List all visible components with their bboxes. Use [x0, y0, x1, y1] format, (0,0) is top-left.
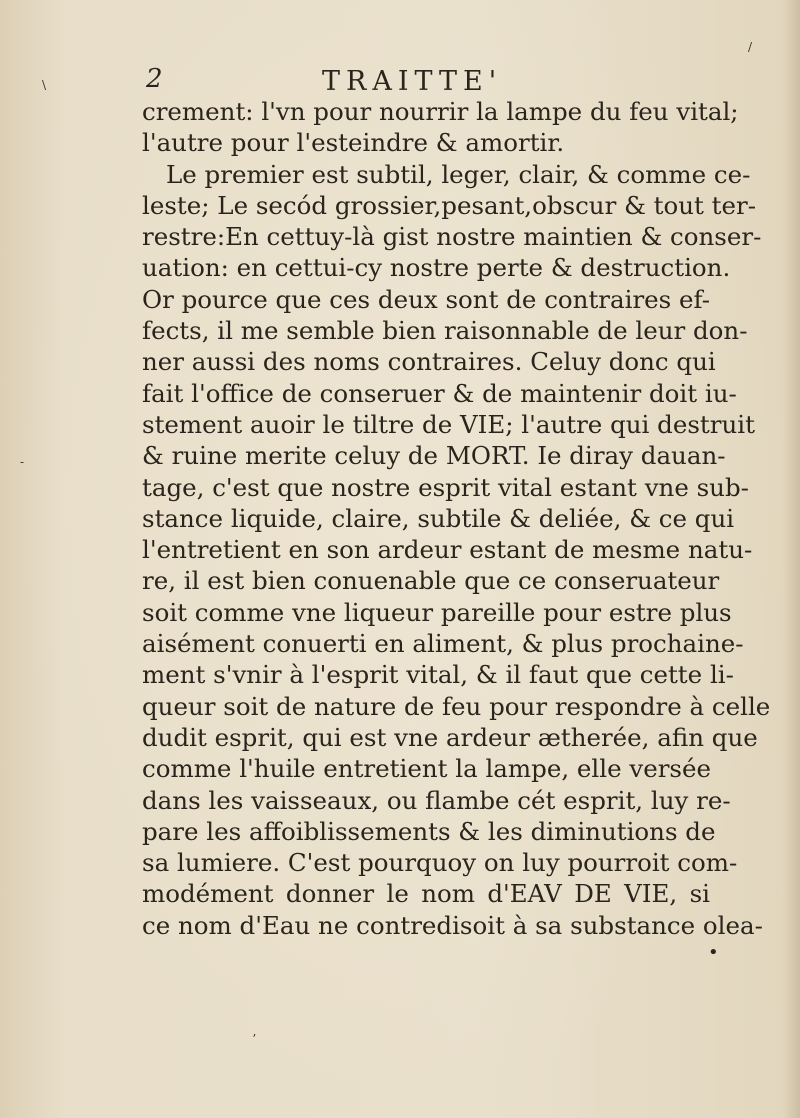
body-text — [142, 96, 771, 941]
text-line: ner aussi des noms contraires. Celuy donc qui — [142, 347, 716, 377]
paper-speck: ʼ — [252, 1032, 256, 1046]
text-line: ce nom d'Eau ne contredisoit à sa substance olea- — [142, 910, 763, 940]
printer-mark: • — [708, 942, 719, 963]
text-line: & ruine merite celuy de MORT. Ie diray dauan- — [142, 441, 726, 471]
text-line: Le premier est subtil, leger, clair, & comme ce- — [166, 159, 751, 189]
paper-speck: - — [20, 455, 25, 469]
text-line: fait l'office de conseruer & de maintenir doit iu- — [142, 378, 737, 408]
text-line: l'autre pour l'esteindre & amortir. — [142, 128, 565, 158]
page-number: 2 — [146, 64, 163, 94]
text-line: dudit esprit, qui est vne ardeur ætherée, afin que — [142, 722, 758, 752]
paper-speck: \ — [42, 78, 47, 92]
text-line: modément donner le nom d'EAV DE VIE, si — [142, 879, 710, 909]
text-line: l'entretient en son ardeur estant de mesme natu- — [142, 535, 753, 565]
running-title: TRAITTE' — [322, 66, 503, 97]
text-line: ment s'vnir à l'esprit vital, & il faut que cette li- — [142, 660, 734, 690]
text-line: tage, c'est que nostre esprit vital estant vne sub- — [142, 472, 749, 502]
paper-speck: / — [748, 40, 753, 54]
page-edge-shadow — [782, 0, 800, 1118]
text-line: stement auoir le tiltre de VIE; l'autre qui destruit — [142, 409, 755, 439]
text-line: uation: en cettui-cy nostre perte & destruction. — [142, 253, 731, 283]
text-line: queur soit de nature de feu pour respondre à celle — [142, 691, 771, 721]
text-line: Or pource que ces deux sont de contraires ef- — [142, 284, 710, 314]
text-line: comme l'huile entretient la lampe, elle versée — [142, 754, 711, 784]
text-line: crement: l'vn pour nourrir la lampe du feu vital; — [142, 97, 739, 126]
text-line: re, il est bien conuenable que ce conseruateur — [142, 566, 720, 596]
text-line: aisément conuerti en aliment, & plus prochaine- — [142, 629, 744, 659]
text-line: restre:En cettuy-là gist nostre maintien & conser- — [142, 222, 762, 252]
text-line: stance liquide, claire, subtile & deliée, & ce qui — [142, 503, 735, 533]
text-line: fects, il me semble bien raisonnable de leur don- — [142, 316, 748, 346]
text-line: dans les vaisseaux, ou flambe cét esprit, luy re- — [142, 785, 731, 815]
text-line: soit comme vne liqueur pareille pour estre plus — [142, 597, 732, 627]
text-line: pare les affoiblissements & les diminutions de — [142, 816, 716, 846]
text-line: sa lumiere. C'est pourquoy on luy pourroit com- — [142, 848, 738, 878]
text-line: leste; Le secód grossier,pesant,obscur & tout ter- — [142, 190, 757, 220]
